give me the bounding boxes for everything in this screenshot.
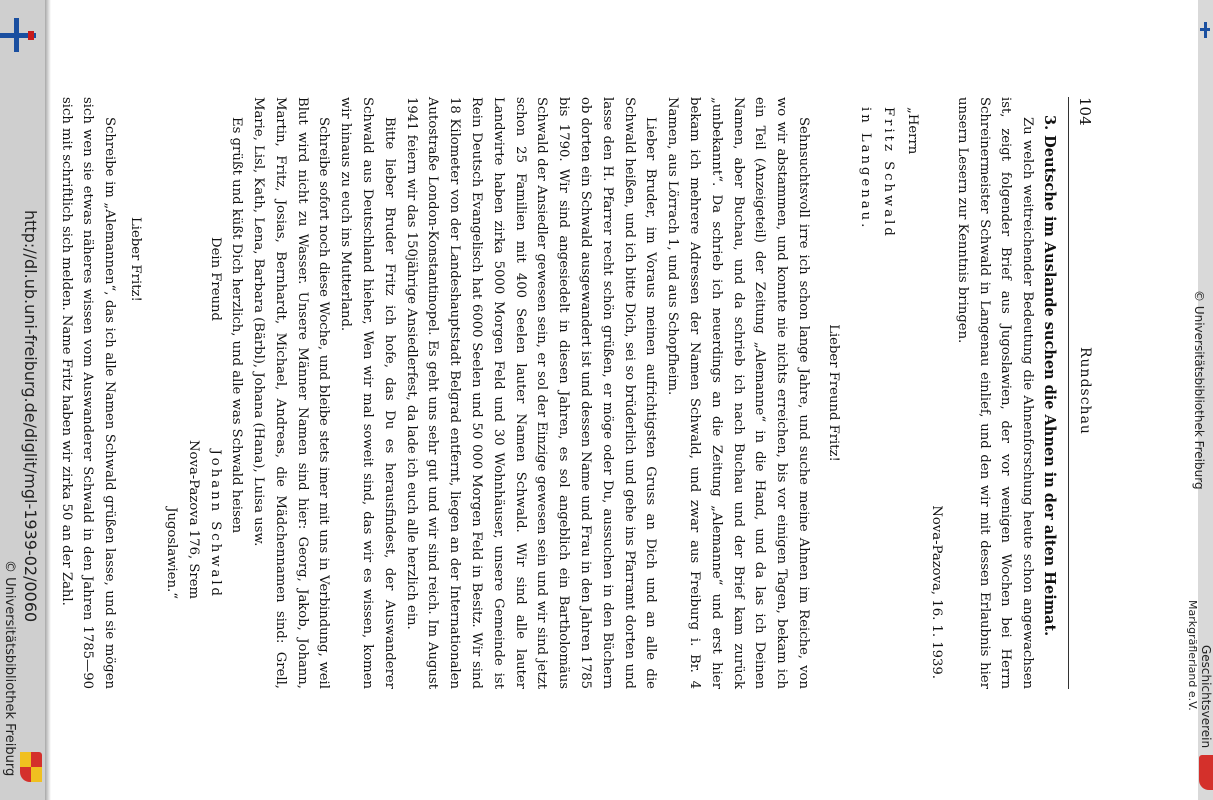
letter-dateline: Nova-Pazova, 16. 1. 1939. [929,505,945,679]
section-title: 3. Deutsche im Auslande suchen die Ahnen in der alten Heimat. [1041,115,1058,637]
intro-paragraph: Zu welch weitreichender Bedeutung die Ahnenforschung heute schon angewachsen ist, zeigt folgender Brief aus Jugoslawien, der vor wenigen Wochen bei Herrn Schreinermeister Schwald in Langenau einlief, und den wir mit dessen Erlaubnis hier unsern Lesern zur Kenntnis bringen. [954,97,1036,689]
page-shadow [45,0,51,800]
letter-paragraph: Lieber Bruder, im Voraus meinen aufrichtigsten Gruss an Dich und an alle die Schwald heißen, und ich bitte Dich, sei so brüderlich und gehe ins Pfarramt dorten und lasse den H. Pfarrer recht schön grüßen, er möge oder Du, aussuchen in den Büchern ob dorten ein Schwald ausgewandert ist und dessen Name und Frau in den Jahren 1785 bis 1790. Wir sind angesiedelt in diesen Jahren, es sol angeblich ein Bartholomäus Schwald der Ansiedler gewesen sein, er sol der Einzige gewesen sein und wir sind jetzt schon 25 Familien mit 400 Seelen lauter Namen Schwald. Wir sind alle lauter Landwirte haben zirka 5000 Morgen Feld und 30 Wohnhäuser, unsere Gemeinde ist Rein Deutsch Evangelisch hat 6000 Seelen und 50 000 Morgen Feld in Besitz. Wir sind 18 Kilometer von der Landeshauptstadt Belgrad entfernt, liegen an der Internationalen Autostraße London-Konstantinopel. Es geht uns sehr gut und wir sind reich. Im August 1941 feiern wir das 150jährige Ansiedlerfest, da lade ich euch alle herzlich ein. [403,97,659,689]
copyright-notice-right: © Universitätsbibliothek Freiburg [1192,290,1206,490]
signature-country: Jugoslawien.“ [163,507,179,599]
page-header [1068,97,1095,689]
society-label-sub: Markgräflerland e.V. [1186,600,1199,711]
signature-address: Nova-Pazova 176, Srem [185,440,201,599]
scanned-page [55,97,1095,689]
library-logo-icon [0,18,44,52]
letter-closing: Es grüßt und küßt Dich herzlich, und alle was Schwald heisen [229,117,245,534]
closing-phrase: Dein Freund [207,237,223,321]
postscript-salutation: Lieber Fritz! [127,217,143,302]
letter-address-line: in Langenau. [857,107,873,231]
page-number: 104 [1076,97,1094,126]
postscript-paragraph: Schreibe im „Alemannen“, das ich alle Namen Schwald grüßen lasse, und sie mögen sich wen sie etwas näheres wissen vom Auswanderer Schwald in den Jahren 1785—90 sich mit schriftlich sich melden. Name Fritz haben wir zirka 50 an der Zahl. [58,97,118,689]
letter-salutation: Lieber Freund Fritz! [825,324,841,462]
letter-address-line: „Herrn [905,107,921,155]
signature-name: Johann Schwald [207,449,223,599]
letter-paragraph: Sehnsuchtsvoll irre ich schon lange Jahre, und suche meine Ahnen im Reiche, von wo wir abstammen, und konnte nie nichts erreichen, bis vor einigen Tagen, bekam ich ein Teil (Anzeigeteil) der Zeitung „Alemanne“ in die Hand, und da las ich Deinen Namen, aber Buchau, und da schrieb ich nach Buchau und der Brief kam zurück „unbekannt“. Da schrieb ich neuerdings an die Zeitung „Alemanne“ und erst hier bekam ich mehrere Adressen der Namen Schwald, und zwar aus Freiburg i. Br. 4 Namen, aus Lörrach 1, und aus Schopfheim. [665,97,812,689]
letter-paragraph: Bitte lieber Bruder Fritz ich hofe, das Du es herausfindest, der Auswanderer Schwald aus Deutschland hieher, Wen wir mal soweit sind, das wir es wissen, komen wir hinaus zu euch ins Mutterland. [338,97,397,689]
society-crest-icon [20,752,42,782]
running-head: Rundschau [1077,347,1093,435]
document-url[interactable]: http://dl.ub.uni-freiburg.de/diglit/mgl-1939-02/0060 [21,210,40,623]
signature-row [204,97,226,689]
society-label: Geschichtsverein [1199,645,1213,749]
society-crest-icon-right [1199,755,1213,790]
letter-paragraph: Schreibe sofort noch diese Woche, und bleibe stets imer mit uns in Verbindung, weil Blut wird nicht zu Wasser. Unsere Männer Namen sind hier: Georg, Jakob, Johann, Martin, Fritz, Josias, Bernhardt, Michael, Andreas, die Mädchennamen sind: Grell, Marie, Lisl, Kath, Lena, Barbara (Bärbl), Johana (Hana), Luisa usw. [251,97,332,689]
copyright-notice: © Universitätsbibliothek Freiburg [2,560,17,777]
letter-address-line: Fritz Schwald [881,107,897,239]
library-logo-icon-small [1200,22,1210,38]
